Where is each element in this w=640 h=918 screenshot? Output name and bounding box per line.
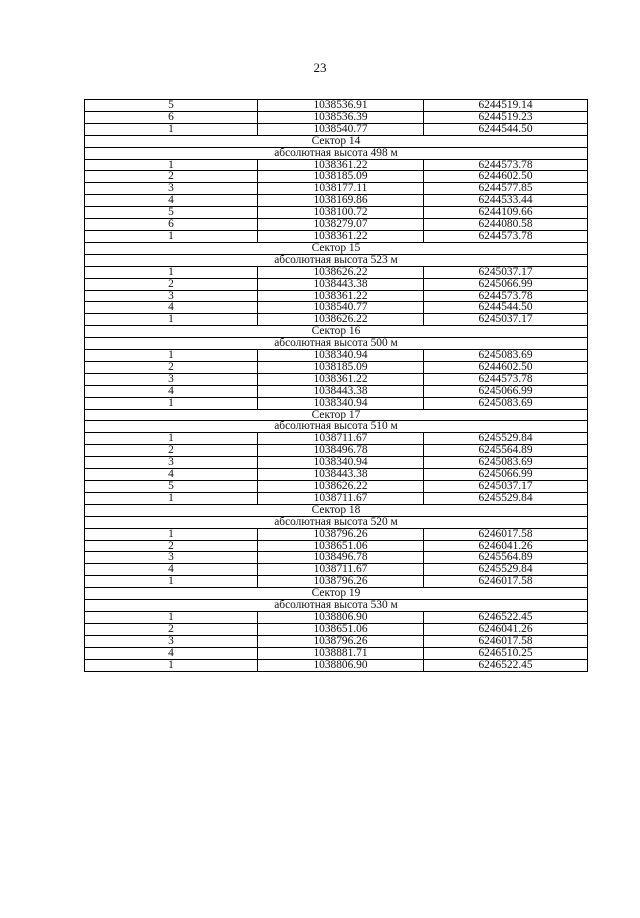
y-coordinate-cell: 6244544.50	[424, 123, 588, 135]
altitude-heading: абсолютная высота 500 м	[85, 338, 588, 350]
x-coordinate-cell: 1038536.39	[258, 111, 424, 123]
point-number-cell: 1	[85, 350, 258, 362]
x-coordinate-cell: 1038626.22	[258, 481, 424, 493]
x-coordinate-cell: 1038711.67	[258, 433, 424, 445]
x-coordinate-cell: 1038796.26	[258, 528, 424, 540]
y-coordinate-cell: 6245037.17	[424, 266, 588, 278]
x-coordinate-cell: 1038443.38	[258, 385, 424, 397]
altitude-heading-row	[85, 254, 588, 266]
x-coordinate-cell: 1038540.77	[258, 302, 424, 314]
x-coordinate-cell: 1038806.90	[258, 611, 424, 623]
table-row	[85, 183, 588, 195]
sector-heading: Сектор 17	[85, 409, 588, 421]
point-number-cell: 2	[85, 278, 258, 290]
point-number-cell: 2	[85, 540, 258, 552]
point-number-cell: 4	[85, 469, 258, 481]
point-number-cell: 4	[85, 195, 258, 207]
point-number-cell: 1	[85, 433, 258, 445]
point-number-cell: 1	[85, 528, 258, 540]
table-row	[85, 290, 588, 302]
x-coordinate-cell: 1038796.26	[258, 576, 424, 588]
x-coordinate-cell: 1038361.22	[258, 373, 424, 385]
coordinates-table-body	[85, 100, 588, 672]
point-number-cell: 6	[85, 111, 258, 123]
y-coordinate-cell: 6246041.26	[424, 623, 588, 635]
y-coordinate-cell: 6245529.84	[424, 433, 588, 445]
point-number-cell: 1	[85, 314, 258, 326]
point-number-cell: 4	[85, 302, 258, 314]
point-number-cell: 2	[85, 361, 258, 373]
y-coordinate-cell: 6245037.17	[424, 314, 588, 326]
x-coordinate-cell: 1038185.09	[258, 361, 424, 373]
point-number-cell: 3	[85, 183, 258, 195]
altitude-heading-row	[85, 421, 588, 433]
table-row	[85, 540, 588, 552]
x-coordinate-cell: 1038100.72	[258, 207, 424, 219]
x-coordinate-cell: 1038796.26	[258, 635, 424, 647]
point-number-cell: 1	[85, 397, 258, 409]
point-number-cell: 3	[85, 552, 258, 564]
table-row	[85, 266, 588, 278]
altitude-heading: абсолютная высота 498 м	[85, 147, 588, 159]
point-number-cell: 4	[85, 385, 258, 397]
point-number-cell: 1	[85, 266, 258, 278]
table-row	[85, 159, 588, 171]
x-coordinate-cell: 1038711.67	[258, 492, 424, 504]
y-coordinate-cell: 6244573.78	[424, 290, 588, 302]
y-coordinate-cell: 6245066.99	[424, 385, 588, 397]
y-coordinate-cell: 6244602.50	[424, 361, 588, 373]
sector-heading: Сектор 16	[85, 326, 588, 338]
table-row	[85, 230, 588, 242]
table-row	[85, 564, 588, 576]
point-number-cell: 5	[85, 207, 258, 219]
y-coordinate-cell: 6244519.14	[424, 100, 588, 112]
table-row	[85, 111, 588, 123]
x-coordinate-cell: 1038185.09	[258, 171, 424, 183]
x-coordinate-cell: 1038626.22	[258, 314, 424, 326]
y-coordinate-cell: 6246041.26	[424, 540, 588, 552]
table-row	[85, 350, 588, 362]
altitude-heading-row	[85, 600, 588, 612]
point-number-cell: 2	[85, 445, 258, 457]
x-coordinate-cell: 1038361.22	[258, 159, 424, 171]
y-coordinate-cell: 6246522.45	[424, 611, 588, 623]
table-row	[85, 635, 588, 647]
y-coordinate-cell: 6245066.99	[424, 469, 588, 481]
table-row	[85, 481, 588, 493]
table-row	[85, 457, 588, 469]
point-number-cell: 1	[85, 659, 258, 671]
table-row	[85, 207, 588, 219]
point-number-cell: 5	[85, 481, 258, 493]
table-row	[85, 314, 588, 326]
y-coordinate-cell: 6244577.85	[424, 183, 588, 195]
point-number-cell: 3	[85, 373, 258, 385]
x-coordinate-cell: 1038443.38	[258, 278, 424, 290]
point-number-cell: 3	[85, 290, 258, 302]
x-coordinate-cell: 1038806.90	[258, 659, 424, 671]
sector-heading: Сектор 18	[85, 504, 588, 516]
y-coordinate-cell: 6246522.45	[424, 659, 588, 671]
y-coordinate-cell: 6246510.25	[424, 647, 588, 659]
sector-heading-row	[85, 135, 588, 147]
sector-heading: Сектор 15	[85, 242, 588, 254]
table-row	[85, 219, 588, 231]
point-number-cell: 1	[85, 159, 258, 171]
altitude-heading-row	[85, 147, 588, 159]
y-coordinate-cell: 6244519.23	[424, 111, 588, 123]
altitude-heading: абсолютная высота 530 м	[85, 600, 588, 612]
x-coordinate-cell: 1038340.94	[258, 397, 424, 409]
y-coordinate-cell: 6244573.78	[424, 159, 588, 171]
y-coordinate-cell: 6245083.69	[424, 350, 588, 362]
point-number-cell: 4	[85, 647, 258, 659]
table-row	[85, 373, 588, 385]
altitude-heading: абсолютная высота 520 м	[85, 516, 588, 528]
table-row	[85, 195, 588, 207]
altitude-heading-row	[85, 516, 588, 528]
x-coordinate-cell: 1038536.91	[258, 100, 424, 112]
altitude-heading: абсолютная высота 523 м	[85, 254, 588, 266]
point-number-cell: 1	[85, 123, 258, 135]
y-coordinate-cell: 6245083.69	[424, 457, 588, 469]
table-row	[85, 385, 588, 397]
x-coordinate-cell: 1038361.22	[258, 290, 424, 302]
point-number-cell: 5	[85, 100, 258, 112]
y-coordinate-cell: 6246017.58	[424, 528, 588, 540]
x-coordinate-cell: 1038169.86	[258, 195, 424, 207]
y-coordinate-cell: 6245037.17	[424, 481, 588, 493]
point-number-cell: 3	[85, 635, 258, 647]
altitude-heading-row	[85, 338, 588, 350]
x-coordinate-cell: 1038540.77	[258, 123, 424, 135]
table-row	[85, 528, 588, 540]
y-coordinate-cell: 6244573.78	[424, 230, 588, 242]
table-row	[85, 659, 588, 671]
x-coordinate-cell: 1038626.22	[258, 266, 424, 278]
y-coordinate-cell: 6244602.50	[424, 171, 588, 183]
x-coordinate-cell: 1038340.94	[258, 457, 424, 469]
sector-heading: Сектор 14	[85, 135, 588, 147]
x-coordinate-cell: 1038651.06	[258, 540, 424, 552]
point-number-cell: 1	[85, 492, 258, 504]
point-number-cell: 3	[85, 457, 258, 469]
y-coordinate-cell: 6245564.89	[424, 445, 588, 457]
point-number-cell: 6	[85, 219, 258, 231]
y-coordinate-cell: 6244109.66	[424, 207, 588, 219]
point-number-cell: 1	[85, 576, 258, 588]
x-coordinate-cell: 1038651.06	[258, 623, 424, 635]
y-coordinate-cell: 6245083.69	[424, 397, 588, 409]
y-coordinate-cell: 6246017.58	[424, 576, 588, 588]
sector-heading-row	[85, 242, 588, 254]
sector-heading-row	[85, 588, 588, 600]
table-row	[85, 123, 588, 135]
point-number-cell: 4	[85, 564, 258, 576]
table-row	[85, 302, 588, 314]
x-coordinate-cell: 1038177.11	[258, 183, 424, 195]
x-coordinate-cell: 1038496.78	[258, 552, 424, 564]
x-coordinate-cell: 1038881.71	[258, 647, 424, 659]
altitude-heading: абсолютная высота 510 м	[85, 421, 588, 433]
y-coordinate-cell: 6244080.58	[424, 219, 588, 231]
sector-heading-row	[85, 326, 588, 338]
sector-heading-row	[85, 504, 588, 516]
y-coordinate-cell: 6244573.78	[424, 373, 588, 385]
point-number-cell: 2	[85, 171, 258, 183]
table-row	[85, 647, 588, 659]
table-row	[85, 576, 588, 588]
x-coordinate-cell: 1038711.67	[258, 564, 424, 576]
table-row	[85, 278, 588, 290]
table-row	[85, 469, 588, 481]
point-number-cell: 1	[85, 230, 258, 242]
y-coordinate-cell: 6245529.84	[424, 564, 588, 576]
sector-heading: Сектор 19	[85, 588, 588, 600]
x-coordinate-cell: 1038443.38	[258, 469, 424, 481]
coordinates-table	[84, 99, 588, 672]
x-coordinate-cell: 1038361.22	[258, 230, 424, 242]
table-row	[85, 611, 588, 623]
page-number: 23	[313, 60, 327, 75]
table-row	[85, 552, 588, 564]
x-coordinate-cell: 1038496.78	[258, 445, 424, 457]
point-number-cell: 2	[85, 623, 258, 635]
table-row	[85, 492, 588, 504]
y-coordinate-cell: 6245529.84	[424, 492, 588, 504]
table-row	[85, 445, 588, 457]
x-coordinate-cell: 1038279.07	[258, 219, 424, 231]
y-coordinate-cell: 6244544.50	[424, 302, 588, 314]
table-row	[85, 397, 588, 409]
sector-heading-row	[85, 409, 588, 421]
y-coordinate-cell: 6245564.89	[424, 552, 588, 564]
table-row	[85, 623, 588, 635]
table-row	[85, 100, 588, 112]
point-number-cell: 1	[85, 611, 258, 623]
table-row	[85, 361, 588, 373]
x-coordinate-cell: 1038340.94	[258, 350, 424, 362]
y-coordinate-cell: 6245066.99	[424, 278, 588, 290]
table-row	[85, 171, 588, 183]
y-coordinate-cell: 6244533.44	[424, 195, 588, 207]
y-coordinate-cell: 6246017.58	[424, 635, 588, 647]
table-row	[85, 433, 588, 445]
